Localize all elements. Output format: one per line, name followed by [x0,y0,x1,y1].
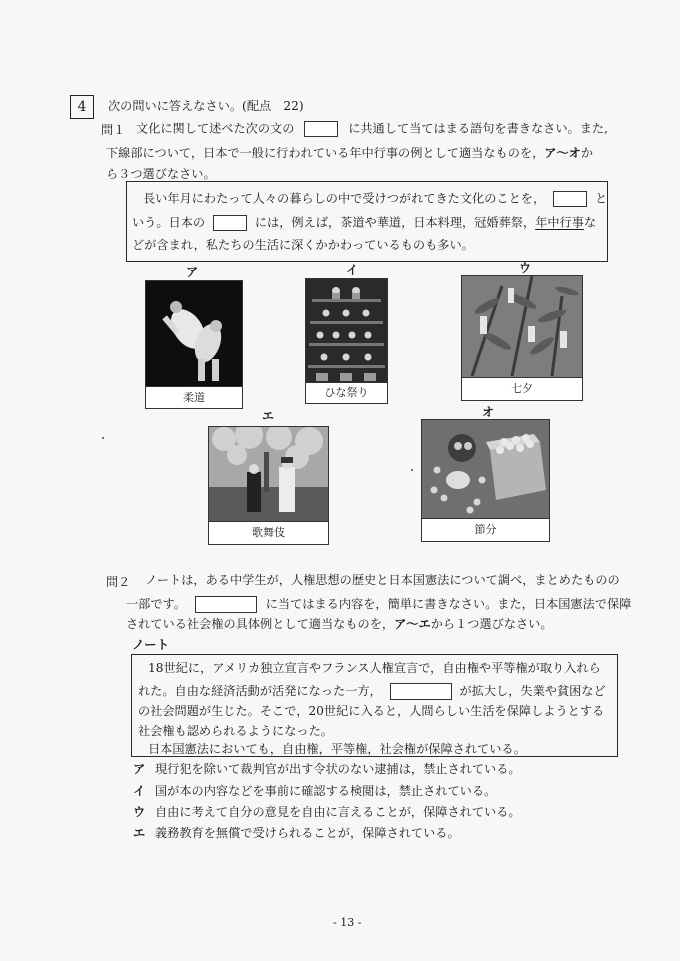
photo-caption: 節分 [422,518,549,541]
hina-dolls-image [306,279,387,383]
option-i: イ 国が本の内容などを事前に確認する検閲は，禁止されている。 [133,784,497,798]
setsubun-image [422,420,549,518]
judo-image [146,281,242,386]
photo-caption: ひな祭り [306,382,387,403]
q1-line1: 文化に関して述べた次の文の に共通して当てはまる語句を書きなさい。また, [136,121,608,136]
answer-blank [213,215,247,231]
answer-blank [195,596,257,613]
photo-hinamatsuri [305,278,388,404]
answer-blank [304,121,338,137]
option-e: エ 義務教育を無償で受けられることが，保障されている。 [133,826,460,840]
answer-blank [390,683,452,700]
note-title: ノート [132,637,170,652]
photo-tanabata [461,275,583,401]
photo-setsubun [421,419,550,542]
underlined-term: 年中行事 [535,215,584,230]
photo-judo [145,280,243,409]
photo-kabuki [208,426,329,545]
q2-line1: ノートは，ある中学生が，人権思想の歴史と日本国憲法について調べ，まとめたものの [145,573,620,587]
answer-blank [553,191,587,207]
scan-speck [411,469,413,471]
q2-label: 問２ [106,575,131,589]
instruction: 次の問いに答えなさい。(配点 22) [108,99,304,113]
photo-caption: 七夕 [462,377,582,400]
option-a: ア 現行犯を除いて裁判官が出す令状のない逮捕は，禁止されている。 [133,762,521,776]
kabuki-image [209,427,328,522]
q2-line2: 一部です。 に当てはまる内容を，簡単に書きなさい。また，日本国憲法で保障 [126,597,632,611]
photo-label-a: ア [186,265,199,279]
q2-line3: されている社会権の具体例として適当なものを，ア〜エから１つ選びなさい。 [126,617,553,631]
q1-label: 問１ [101,123,126,137]
photo-label-e: エ [262,409,275,423]
question-number-box [70,95,94,119]
scan-speck [102,437,104,439]
question-number: 4 [77,99,87,115]
page-number: - 13 - [333,916,362,929]
q1-line3: ら３つ選びなさい。 [106,167,216,181]
q1-passage-box: 長い年月にわたって人々の暮らしの中で受けつがれてきた文化のことを， と いう。日本の には，例えば，茶道や華道，日本料理，冠婚葬祭，年中行事な どが含まれ，私たちの生活に深くかかわっているものも多い。 [126,181,608,262]
photo-label-i: イ [346,263,359,277]
photo-label-o: オ [482,405,495,419]
note-box: 18世紀に，アメリカ独立宣言やフランス人権宣言で，自由権や平等権が取り入れら れた。自由な経済活動が活発になった一方， が拡大し，失業や貧困など の社会問題が生じた。そこで，20世紀に入ると，人間らしい生活を保障しようとする 社会権も認められるようになった。 日本国憲法においても，自由権，平等権，社会権が保障されている。 [131,654,618,757]
tanabata-image [462,276,582,378]
photo-caption: 歌舞伎 [209,521,328,544]
photo-caption: 柔道 [146,386,242,408]
q1-line2: 下線部について，日本で一般に行われている年中行事の例として適当なものを，ア〜オか [106,146,594,160]
photo-label-u: ウ [519,261,532,275]
option-u: ウ 自由に考えて自分の意見を自由に言えることが，保障されている。 [133,805,521,819]
